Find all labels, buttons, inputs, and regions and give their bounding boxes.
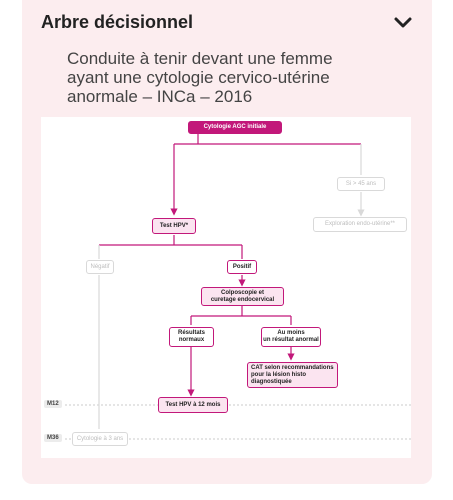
caption-line-1: Conduite à tenir devant une femme [67, 49, 333, 68]
node-root-cytology: Cytologie AGC initiale [188, 121, 282, 134]
timeline-label-m12: M12 [44, 400, 62, 408]
node-cat-recommendations: CAT selon recommandations pour la lésion histo diagnostiquée [247, 362, 338, 388]
diagram-caption [67, 49, 397, 106]
node-cytology-3-years: Cytologie à 3 ans [72, 432, 128, 446]
node-abnormal-result: Au moins un résultat anormal [261, 327, 321, 347]
node-normal-results: Résultats normaux [169, 327, 214, 347]
caption-line-2: ayant une cytologie cervico-utérine [67, 68, 330, 87]
node-endometrial-exploration: Exploration endo-utérine** [313, 217, 407, 232]
section-title: Arbre décisionnel [41, 12, 194, 32]
timeline-label-m36: M36 [44, 434, 62, 442]
chevron-down-icon[interactable] [392, 14, 414, 32]
node-negative: Négatif [86, 260, 114, 274]
flowchart-diagram [41, 117, 411, 458]
caption-line-3: anormale – INCa – 2016 [67, 87, 253, 106]
node-age-condition: Si > 45 ans [337, 177, 385, 191]
node-colposcopy: Colposcopie et curetage endocervical [201, 287, 284, 306]
node-positive: Positif [227, 260, 257, 274]
node-hpv-test: Test HPV* [152, 218, 196, 234]
node-hpv-12-months: Test HPV à 12 mois [158, 397, 228, 413]
